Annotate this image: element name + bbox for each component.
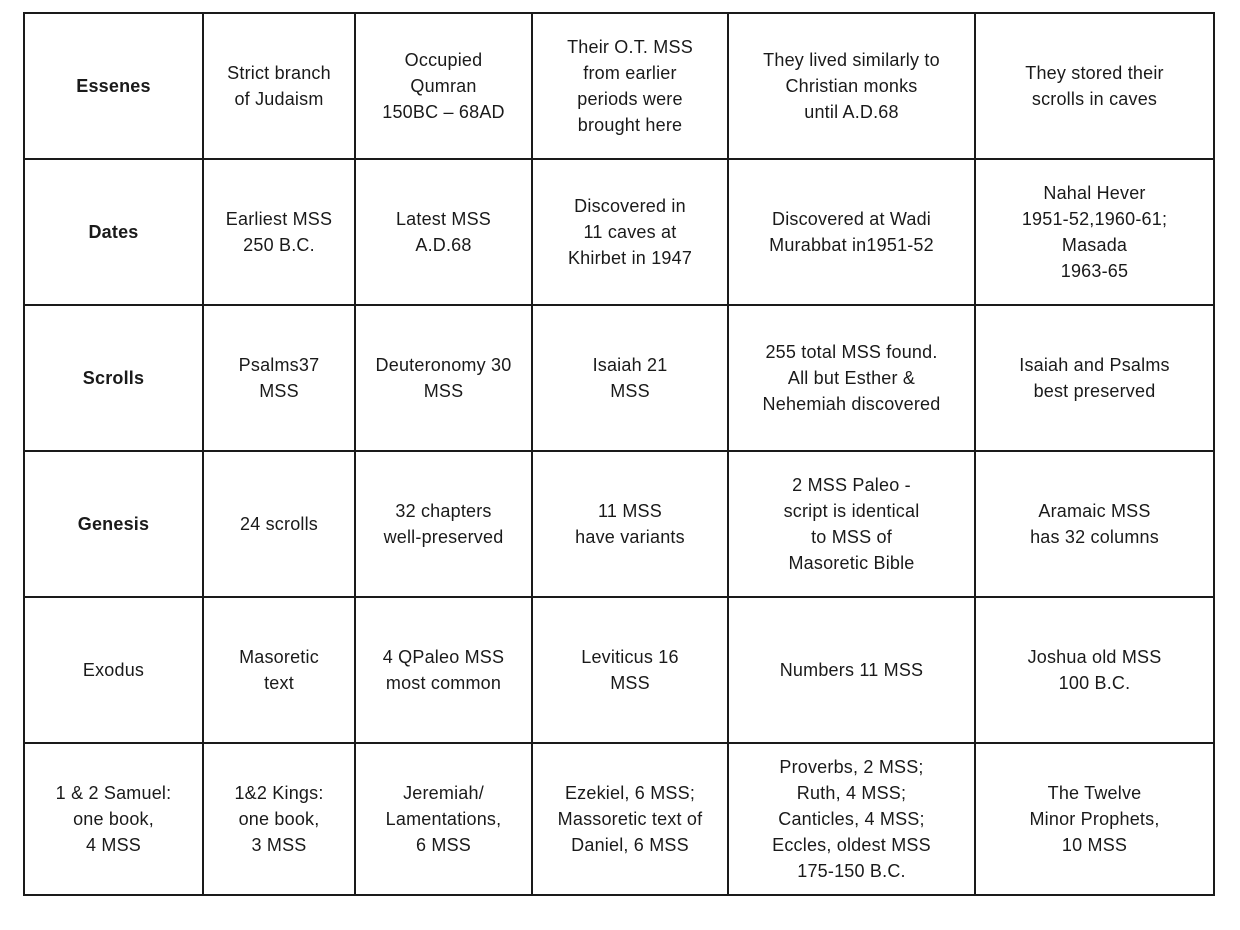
table-cell: Proverbs, 2 MSS; Ruth, 4 MSS; Canticles, 4 MSS; Eccles, oldest MSS 175-150 B.C. [728,743,975,895]
table-row-essenes [24,13,1214,159]
table-cell: Discovered at Wadi Murabbat in1951-52 [728,159,975,305]
table-cell: Isaiah and Psalms best preserved [975,305,1214,451]
table-cell: They lived similarly to Christian monks until A.D.68 [728,13,975,159]
table-cell: Discovered in 11 caves at Khirbet in 1947 [532,159,728,305]
table-cell: Deuteronomy 30 MSS [355,305,532,451]
table-cell: Strict branch of Judaism [203,13,355,159]
table-cell: Latest MSS A.D.68 [355,159,532,305]
table-cell: Numbers 11 MSS [728,597,975,743]
row-label-dates: Dates [24,159,203,305]
table-cell: Nahal Hever 1951-52,1960-61; Masada 1963-65 [975,159,1214,305]
row-label-genesis: Genesis [24,451,203,597]
table-cell: 1&2 Kings: one book, 3 MSS [203,743,355,895]
table-row-samuel [24,743,1214,895]
table-cell: Psalms37 MSS [203,305,355,451]
table-cell: They stored their scrolls in caves [975,13,1214,159]
table-row-exodus [24,597,1214,743]
table-cell: 255 total MSS found. All but Esther & Nehemiah discovered [728,305,975,451]
table-cell: 2 MSS Paleo - script is identical to MSS of Masoretic Bible [728,451,975,597]
table-cell: The Twelve Minor Prophets, 10 MSS [975,743,1214,895]
dead-sea-scrolls-table [23,12,1215,896]
table-cell: Jeremiah/ Lamentations, 6 MSS [355,743,532,895]
table-cell: Isaiah 21 MSS [532,305,728,451]
table-cell: Ezekiel, 6 MSS; Massoretic text of Daniel, 6 MSS [532,743,728,895]
table-cell: 11 MSS have variants [532,451,728,597]
table-cell: 24 scrolls [203,451,355,597]
table-cell: Leviticus 16 MSS [532,597,728,743]
table-cell: Masoretic text [203,597,355,743]
row-label-samuel: 1 & 2 Samuel: one book, 4 MSS [24,743,203,895]
table-row-scrolls [24,305,1214,451]
row-label-exodus: Exodus [24,597,203,743]
row-label-essenes: Essenes [24,13,203,159]
table-cell: 4 QPaleo MSS most common [355,597,532,743]
table-row-dates [24,159,1214,305]
table-cell: Their O.T. MSS from earlier periods were brought here [532,13,728,159]
table-cell: Occupied Qumran 150BC – 68AD [355,13,532,159]
table-cell: Aramaic MSS has 32 columns [975,451,1214,597]
table-row-genesis [24,451,1214,597]
table-cell: Joshua old MSS 100 B.C. [975,597,1214,743]
table-cell: 32 chapters well-preserved [355,451,532,597]
row-label-scrolls: Scrolls [24,305,203,451]
table-cell: Earliest MSS 250 B.C. [203,159,355,305]
